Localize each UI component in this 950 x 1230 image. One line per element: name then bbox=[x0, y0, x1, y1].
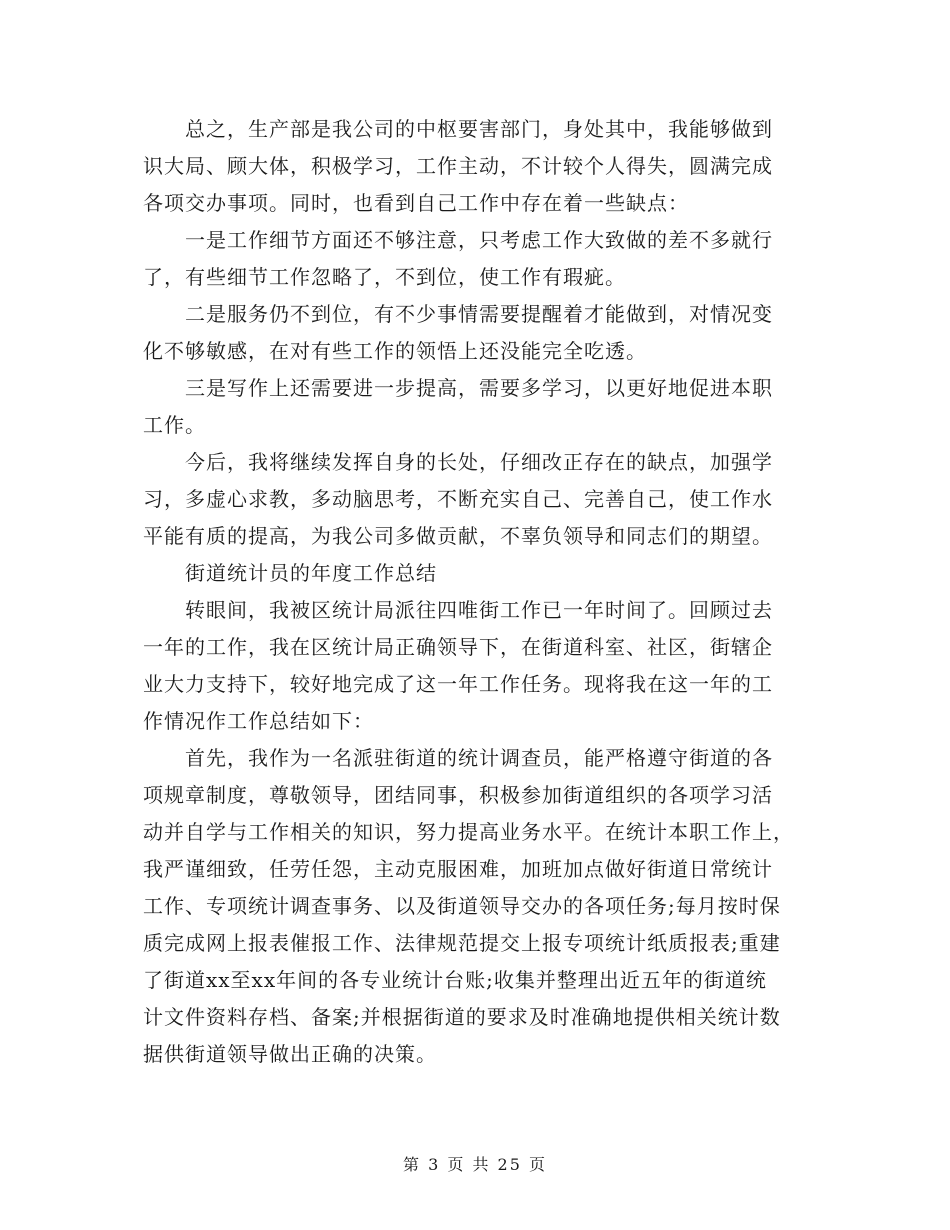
paragraph bbox=[143, 592, 813, 740]
text-line: 计文件资料存档、备案;并根据街道的要求及时准确地提供相关统计数 bbox=[143, 1005, 781, 1029]
text-line: 据供街道领导做出正确的决策。 bbox=[143, 1042, 437, 1066]
paragraph bbox=[143, 740, 813, 1073]
text-line: 作情况作工作总结如下： bbox=[143, 709, 374, 733]
text-line: 了街道xx至xx年间的各专业统计台账;收集并整理出近五年的街道统 bbox=[143, 968, 767, 992]
text-line: 工作。 bbox=[143, 413, 206, 437]
text-line: 转眼间，我被区统计局派往四唯街工作已一年时间了。回顾过去 bbox=[185, 598, 773, 622]
page-number-label: 第 3 页 共 25 页 bbox=[403, 1155, 547, 1174]
text-line: 街道统计员的年度工作总结 bbox=[185, 561, 437, 585]
text-line: 我严谨细致，任劳任怨，主动克服困难，加班加点做好街道日常统计 bbox=[143, 857, 773, 881]
text-line: 二是服务仍不到位，有不少事情需要提醒着才能做到，对情况变 bbox=[185, 302, 773, 326]
text-line: 业大力支持下，较好地完成了这一年工作任务。现将我在这一年的工 bbox=[143, 672, 773, 696]
paragraph bbox=[143, 444, 813, 555]
text-line: 今后，我将继续发挥自身的长处，仔细改正存在的缺点，加强学 bbox=[185, 450, 773, 474]
text-line: 动并自学与工作相关的知识，努力提高业务水平。在统计本职工作上， bbox=[143, 820, 794, 844]
paragraph bbox=[143, 370, 813, 444]
text-line: 三是写作上还需要进一步提高，需要多学习，以更好地促进本职 bbox=[185, 376, 773, 400]
text-line: 识大局、顾大体，积极学习，工作主动，不计较个人得失，圆满完成 bbox=[143, 154, 773, 178]
paragraph bbox=[143, 222, 813, 296]
paragraph bbox=[143, 296, 813, 370]
document-body bbox=[143, 111, 813, 1073]
paragraph bbox=[143, 111, 813, 222]
text-line: 一年的工作，我在区统计局正确领导下，在街道科室、社区，街辖企 bbox=[143, 635, 773, 659]
text-line: 平能有质的提高，为我公司多做贡献，不辜负领导和同志们的期望。 bbox=[143, 524, 773, 548]
text-line: 各项交办事项。同时，也看到自己工作中存在着一些缺点： bbox=[143, 191, 689, 215]
page-footer bbox=[0, 1153, 950, 1177]
text-line: 化不够敏感，在对有些工作的领悟上还没能完全吃透。 bbox=[143, 339, 647, 363]
paragraph bbox=[143, 555, 813, 592]
text-line: 一是工作细节方面还不够注意，只考虑工作大致做的差不多就行 bbox=[185, 228, 773, 252]
text-line: 首先，我作为一名派驻街道的统计调查员，能严格遵守街道的各 bbox=[185, 746, 773, 770]
text-line: 项规章制度，尊敬领导，团结同事，积极参加街道组织的各项学习活 bbox=[143, 783, 773, 807]
text-line: 质完成网上报表催报工作、法律规范提交上报专项统计纸质报表;重建 bbox=[143, 931, 781, 955]
text-line: 了，有些细节工作忽略了，不到位，使工作有瑕疵。 bbox=[143, 265, 626, 289]
text-line: 工作、专项统计调查事务、以及街道领导交办的各项任务;每月按时保 bbox=[143, 894, 781, 918]
text-line: 总之，生产部是我公司的中枢要害部门，身处其中，我能够做到 bbox=[185, 117, 773, 141]
text-line: 习，多虚心求教，多动脑思考，不断充实自己、完善自己，使工作水 bbox=[143, 487, 773, 511]
